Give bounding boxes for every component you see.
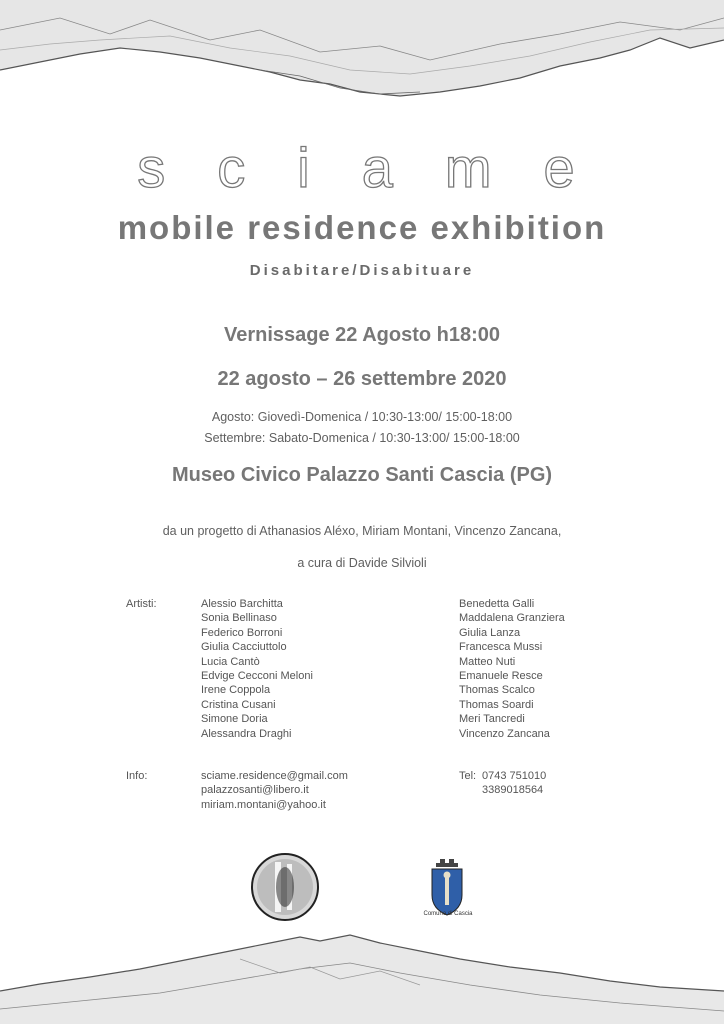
- artist-name: Benedetta Galli: [459, 598, 535, 610]
- exhibition-subtitle: mobile residence exhibition: [117, 209, 607, 246]
- museum-logo-icon: [250, 852, 320, 922]
- artist-name: Simone Doria: [201, 713, 268, 726]
- artist-name: Federico Borroni: [201, 626, 283, 639]
- mountain-panorama-bottom: [0, 929, 724, 1024]
- comune-caption: Comune di Cascia: [423, 911, 473, 917]
- artist-name: Maddalena Granziera: [459, 612, 565, 625]
- artist-name: Emanuele Resce: [459, 670, 543, 683]
- artist-name: Matteo Nuti: [459, 655, 516, 668]
- artist-name: Edvige Cecconi Meloni: [201, 670, 313, 683]
- phone-number[interactable]: 3389018564: [482, 784, 544, 797]
- info-label: Info:: [126, 770, 148, 782]
- artist-name: Alessio Barchitta: [201, 598, 283, 610]
- brand-title: sciame: [137, 136, 627, 199]
- artist-name: Thomas Soardi: [459, 698, 534, 711]
- project-credits: da un progetto di Athanasios Aléxo, Miriam Montani, Vincenzo Zancana,: [162, 524, 562, 538]
- artist-name: Lucia Cantò: [201, 655, 260, 668]
- tagline: Disabitare/Disabituare: [249, 262, 475, 279]
- tel-label: Tel:: [459, 770, 477, 782]
- venue: Museo Civico Palazzo Santi Cascia (PG): [171, 464, 553, 486]
- phone-number[interactable]: 0743 751010: [482, 770, 547, 782]
- tel-numbers: [482, 769, 546, 798]
- artists-label: Artisti:: [126, 598, 157, 610]
- opening-hours: [0, 407, 724, 449]
- email-address[interactable]: palazzosanti@libero.it: [201, 784, 309, 797]
- artist-name: Sonia Bellinaso: [201, 612, 277, 625]
- artist-name: Vincenzo Zancana: [459, 727, 550, 740]
- hours-august: Agosto: Giovedì-Domenica / 10:30-13:00/ 15:00-18:00: [211, 410, 513, 424]
- info-emails: [201, 769, 348, 812]
- artist-name: Giulia Cacciuttolo: [201, 641, 287, 654]
- vernissage-line: Vernissage 22 Agosto h18:00: [223, 324, 501, 346]
- artist-name: Thomas Scalco: [459, 684, 535, 697]
- artist-name: Giulia Lanza: [459, 626, 521, 639]
- artist-name: Cristina Cusani: [201, 698, 276, 711]
- artist-name: Irene Coppola: [201, 684, 271, 697]
- artists-list-left: [201, 597, 313, 741]
- artist-name: Alessandra Draghi: [201, 727, 292, 740]
- curator-credit: a cura di Davide Silvioli: [297, 556, 427, 570]
- email-address[interactable]: miriam.montani@yahoo.it: [201, 798, 326, 811]
- artists-list-right: [459, 597, 565, 741]
- email-address[interactable]: sciame.residence@gmail.com: [201, 770, 348, 782]
- mountain-panorama-top: [0, 0, 724, 120]
- artist-name: Meri Tancredi: [459, 713, 525, 726]
- hours-september: Settembre: Sabato-Domenica / 10:30-13:00/ 15:00-18:00: [204, 431, 520, 445]
- date-range: 22 agosto – 26 settembre 2020: [217, 368, 507, 390]
- artist-name: Francesca Mussi: [459, 641, 543, 654]
